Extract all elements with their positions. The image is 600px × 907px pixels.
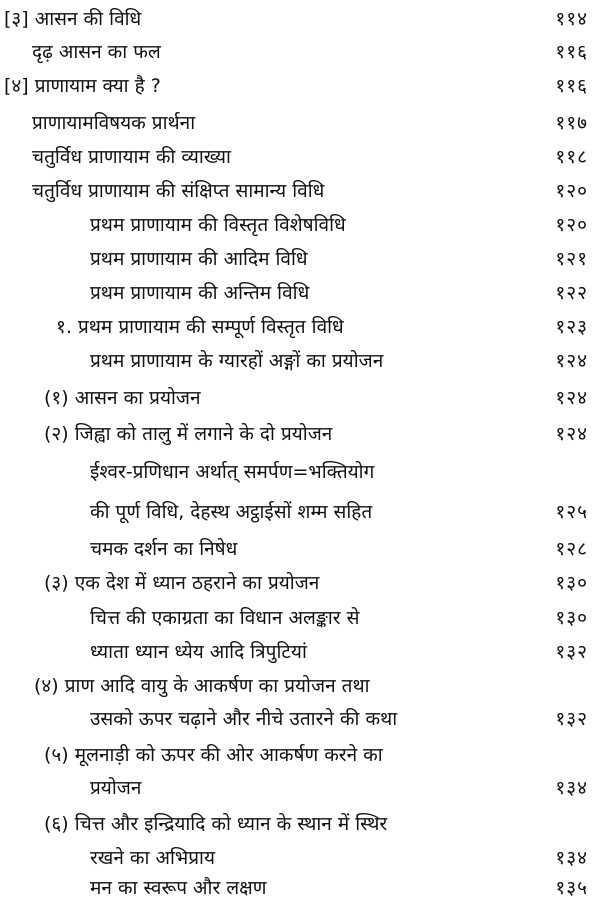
toc-entry-page: १२५ xyxy=(555,501,588,523)
toc-entry-page: ११४ xyxy=(555,8,588,30)
toc-entry-title: प्रथम प्राणायाम की आदिम विधि xyxy=(90,248,308,270)
toc-entry xyxy=(0,872,600,904)
toc-entry-title: (१) आसन का प्रयोजन xyxy=(44,387,201,409)
toc-entry-title: (३) एक देश में ध्यान ठहराने का प्रयोजन xyxy=(44,572,320,594)
toc-entry-page: १३४ xyxy=(555,777,588,799)
toc-entry-page: १२० xyxy=(555,214,588,236)
toc-entry xyxy=(0,382,600,414)
toc-entry-page: १३० xyxy=(555,607,588,629)
toc-entry-title: प्रथम प्राणायाम की विस्तृत विशेषविधि xyxy=(90,214,346,236)
toc-entry-title: (२) जिह्वा को तालु में लगाने के दो प्रयोजन xyxy=(44,423,333,445)
toc-entry-title: [४] प्राणायाम क्या है ? xyxy=(4,75,161,97)
toc-entry-page: १२८ xyxy=(555,538,588,560)
toc-entry xyxy=(0,739,600,771)
toc-entry-page: १२४ xyxy=(555,350,588,372)
toc-entry-title: उसको ऊपर चढ़ाने और नीचे उतारने की कथा xyxy=(90,708,398,730)
toc-entry xyxy=(0,842,600,874)
toc-entry-title: मन का स्वरूप और लक्षण xyxy=(90,877,267,899)
toc-entry xyxy=(0,636,600,668)
toc-entry xyxy=(0,70,600,102)
toc-entry-title: (४) प्राण आदि वायु के आकर्षण का प्रयोजन तथा xyxy=(34,675,370,697)
toc-entry-page: १२४ xyxy=(555,387,588,409)
toc-entry-page: ११६ xyxy=(555,41,588,63)
toc-entry-page: १३४ xyxy=(555,847,588,869)
toc-entry xyxy=(0,277,600,309)
toc-entry-title: [३] आसन की विधि xyxy=(4,8,142,30)
toc-entry xyxy=(0,533,600,565)
toc-entry-title: चतुर्विध प्राणायाम की व्याख्या xyxy=(32,146,231,168)
toc-entry xyxy=(0,418,600,450)
toc-entry-page: १२२ xyxy=(555,282,588,304)
toc-entry xyxy=(0,175,600,207)
toc-entry xyxy=(0,496,600,528)
toc-entry xyxy=(0,772,600,804)
toc-entry-page: १३५ xyxy=(555,877,588,899)
toc-entry xyxy=(0,670,600,702)
toc-entry-title: चित्त की एकाग्रता का विधान अलङ्कार से xyxy=(90,607,360,629)
toc-entry xyxy=(0,567,600,599)
toc-entry-title: प्रयोजन xyxy=(90,777,142,799)
toc-entry-title: प्राणायामविषयक प्रार्थना xyxy=(32,112,196,134)
toc-entry-title: दृढ़ आसन का फल xyxy=(32,41,161,63)
toc-entry xyxy=(0,311,600,343)
toc-entry xyxy=(0,243,600,275)
toc-entry xyxy=(0,345,600,377)
toc-entry-title: चतुर्विध प्राणायाम की संक्षिप्त सामान्य विधि xyxy=(32,180,325,202)
toc-entry xyxy=(0,36,600,68)
toc-entry xyxy=(0,107,600,139)
toc-entry-title: प्रथम प्राणायाम के ग्यारहों अङ्गों का प्रयोजन xyxy=(90,350,384,372)
toc-entry-title: ईश्वर-प्रणिधान अर्थात् समर्पण=भक्तियोग xyxy=(90,461,375,483)
toc-entry-page: १३२ xyxy=(555,641,588,663)
toc-entry-page: १३० xyxy=(555,572,588,594)
toc-entry-title: की पूर्ण विधि, देहस्थ अट्ठाईसों शम्म सहित xyxy=(90,501,373,523)
toc-entry xyxy=(0,456,600,488)
toc-entry xyxy=(0,602,600,634)
toc-entry-page: ११८ xyxy=(555,146,588,168)
toc-entry-title: चमक दर्शन का निषेध xyxy=(90,538,238,560)
toc-entry-title: ध्याता ध्यान ध्येय आदि त्रिपुटियां xyxy=(90,641,307,663)
toc-entry xyxy=(0,141,600,173)
toc-entry-title: (६) चित्त और इन्द्रियादि को ध्यान के स्थान में स्थिर xyxy=(44,813,388,835)
toc-entry-page: १३२ xyxy=(555,708,588,730)
toc-entry xyxy=(0,808,600,840)
toc-entry-title: रखने का अभिप्राय xyxy=(90,847,215,869)
toc-entry xyxy=(0,209,600,241)
toc-entry-page: १२३ xyxy=(555,316,588,338)
toc-entry-page: १२० xyxy=(555,180,588,202)
toc-entry-page: १२४ xyxy=(555,423,588,445)
toc-entry-page: १२१ xyxy=(555,248,588,270)
toc-entry-title: प्रथम प्राणायाम की अन्तिम विधि xyxy=(90,282,310,304)
toc-entry-page: ११६ xyxy=(555,75,588,97)
toc-entry xyxy=(0,703,600,735)
toc-entry-title: १. प्रथम प्राणायाम की सम्पूर्ण विस्तृत विधि xyxy=(56,316,344,338)
toc-entry-page: ११७ xyxy=(555,112,588,134)
toc-entry-title: (५) मूलनाड़ी को ऊपर की ओर आकर्षण करने का xyxy=(44,744,383,766)
toc-entry xyxy=(0,3,600,35)
